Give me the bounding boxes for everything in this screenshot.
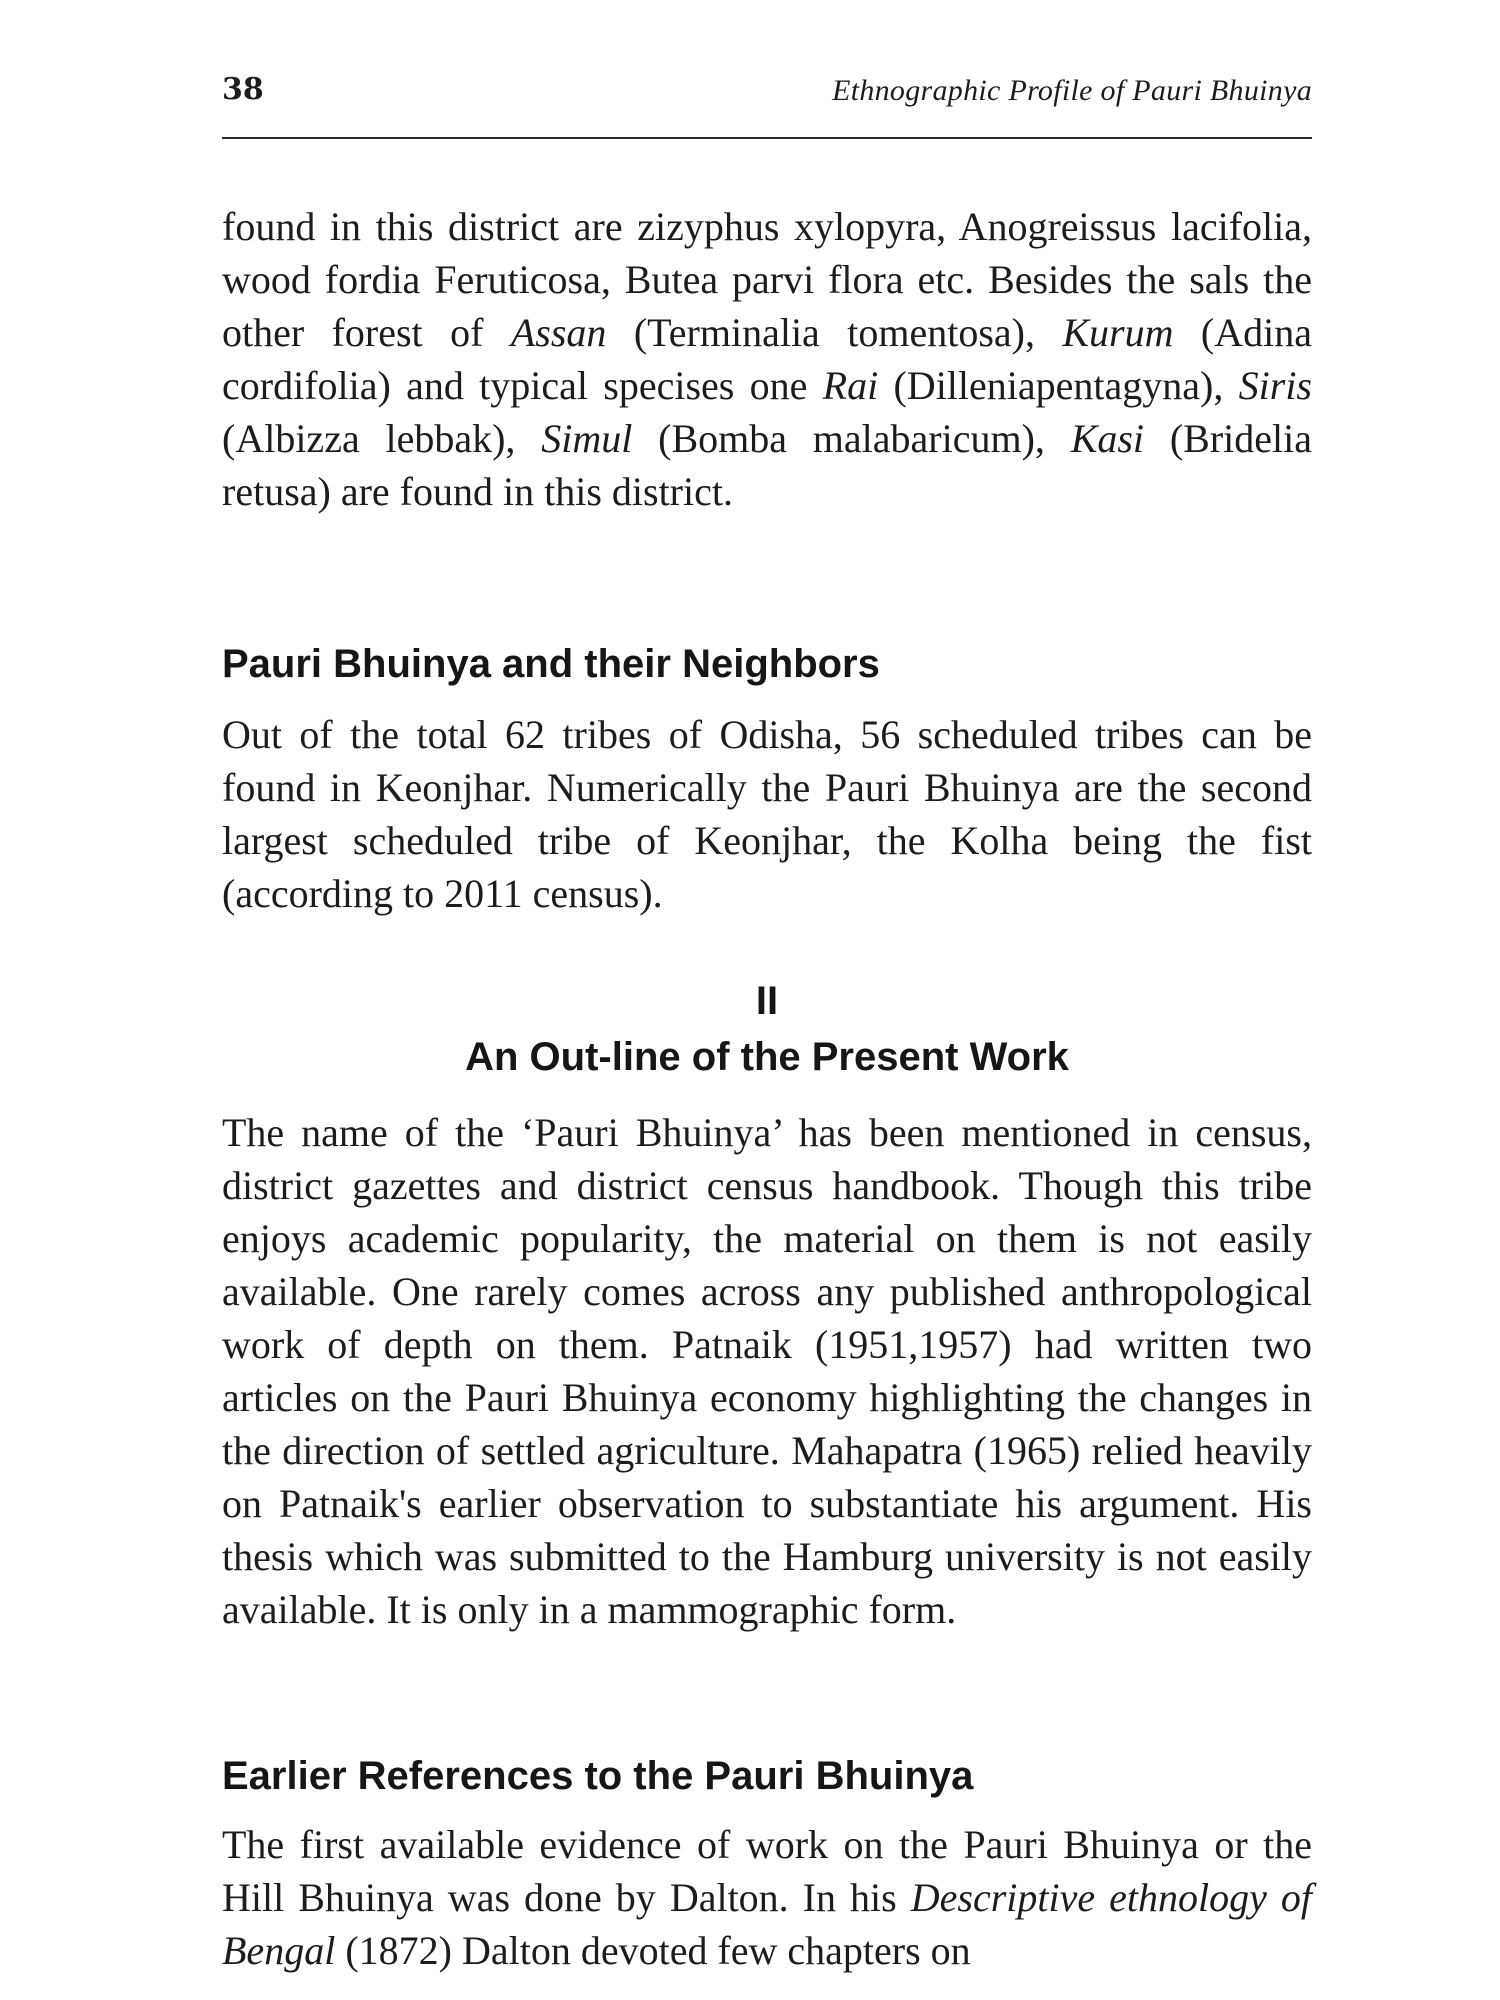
text-run: (Bridelia retusa) are found in this district. (222, 416, 1313, 514)
italic-term: Siris (1238, 363, 1312, 408)
header-rule (222, 137, 1312, 139)
paragraph-text: The name of the ‘Pauri Bhuinya’ has been mentioned in census, district gazettes and district census handbook. Though this tribe enjoys academic popularity, the material on them is not easily available. One rarely comes across any published anthropological work of depth on them. Patnaik (1951,1957) had written two articles on the Pauri Bhuinya economy highlighting the changes in the direction of settled agriculture. Mahapatra (1965) relied heavily on Patnaik's earlier observation to substantiate his argument. His thesis which was submitted to the Hamburg university is not easily available. It is only in a mammographic form. (222, 1110, 1312, 1632)
text-run: (Albizza lebbak), (222, 416, 542, 461)
text-run: (Bomba malabaricum), (632, 416, 1071, 461)
section-heading-neighbors: Pauri Bhuinya and their Neighbors (222, 642, 880, 686)
section-heading-outline: An Out-line of the Present Work (465, 1035, 1069, 1079)
text-run: found in this district are zizyphus xylopyra, Anogreissus lacifolia, wood fordia Feruticosa, Butea parvi flora etc. Besides the sals the other forest of (222, 204, 1312, 355)
running-title: Ethnographic Profile of Pauri Bhuinya (832, 74, 1312, 107)
paragraph-neighbors (222, 708, 1312, 920)
text-run: (1872) Dalton devoted few chapters on (335, 1928, 971, 1973)
italic-term: Kurum (1062, 310, 1174, 355)
paragraph-text: Out of the total 62 tribes of Odisha, 56 scheduled tribes can be found in Keonjhar. Numerically the Pauri Bhuinya are the second largest scheduled tribe of Keonjhar, the Kolha being the fist (according to 2011 census). (222, 712, 1312, 916)
text-run: (Terminalia tomentosa), (606, 310, 1063, 355)
italic-term: Assan (510, 310, 607, 355)
italic-book-title: Descriptive ethnology of Bengal (222, 1875, 1312, 1973)
italic-term: Simul (541, 416, 633, 461)
section-heading-earlier-references: Earlier References to the Pauri Bhuinya (222, 1754, 974, 1798)
text-run: The first available evidence of work on the Pauri Bhuinya or the Hill Bhuinya was done by Dalton. In his (222, 1822, 1312, 1920)
text-run: (Dilleniapentagyna), (878, 363, 1239, 408)
page-number: 38 (222, 72, 264, 107)
section-numeral: II (755, 979, 779, 1023)
paragraph-earlier-references (222, 1818, 1312, 1977)
running-head (222, 72, 1312, 122)
paragraph-outline (222, 1106, 1312, 1636)
paragraph-forest-species (222, 200, 1312, 518)
italic-term: Kasi (1070, 416, 1145, 461)
text-run: (Adina cordifolia) and typical specises one (222, 310, 1313, 408)
italic-term: Rai (822, 363, 879, 408)
